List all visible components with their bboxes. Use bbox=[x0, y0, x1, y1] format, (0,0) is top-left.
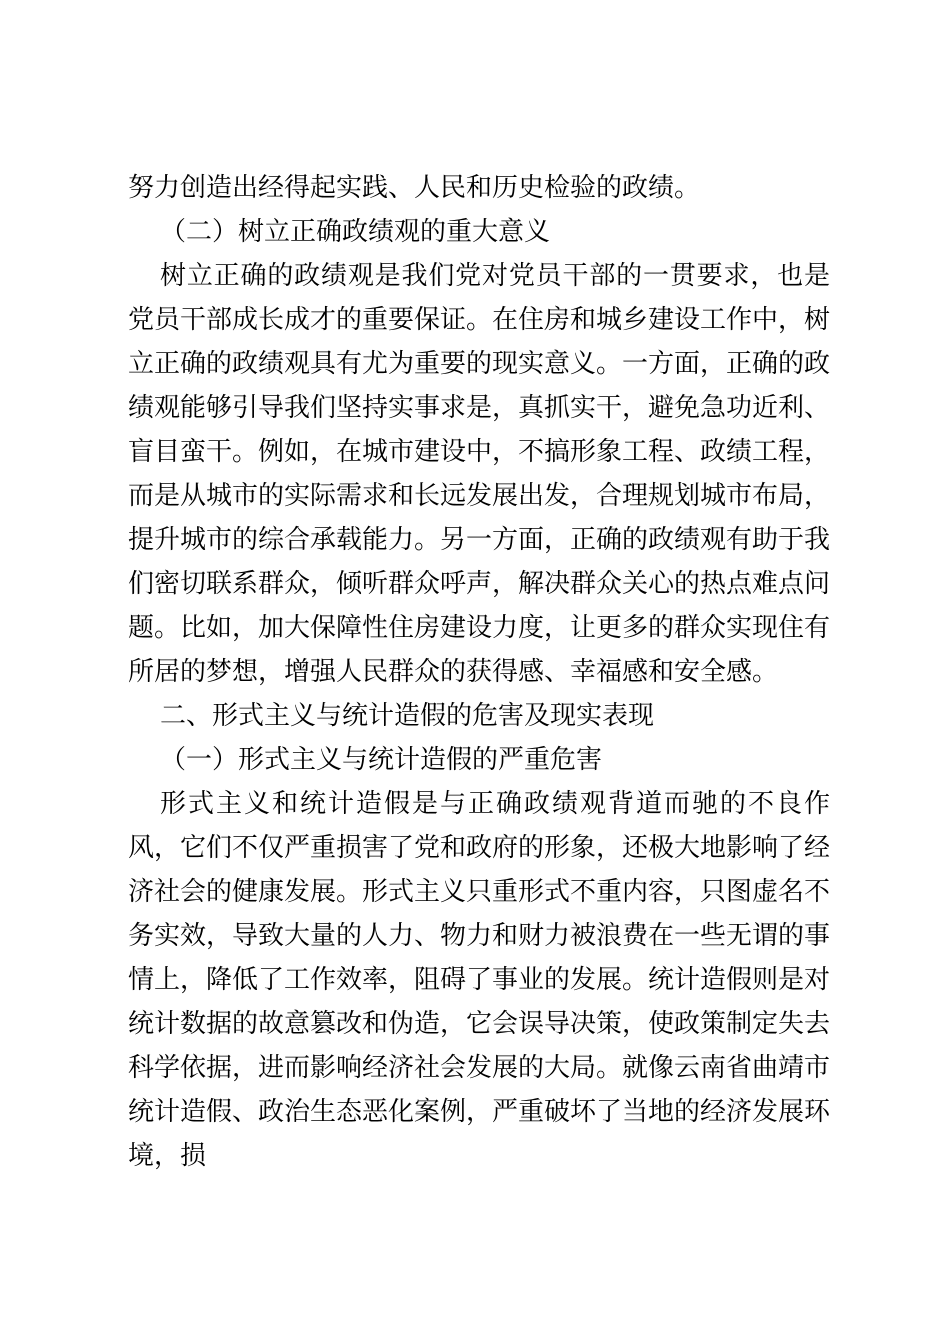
paragraph-significance-of-correct-performance-view: 树立正确的政绩观是我们党对党员干部的一贯要求，也是党员干部成长成才的重要保证。在住房和城乡建设工作中，树立正确的政绩观具有尤为重要的现实意义。一方面，正确的政绩观能够引导我们坚持实事求是，真抓实干，避免急功近利、盲目蛮干。例如，在城市建设中，不搞形象工程、政绩工程，而是从城市的实际需求和长远发展出发，合理规划城市布局，提升城市的综合承载能力。另一方面，正确的政绩观有助于我们密切联系群众，倾听群众呼声，解决群众关心的热点难点问题。比如，加大保障性住房建设力度，让更多的群众实现住有所居的梦想，增强人民群众的获得感、幸福感和安全感。 bbox=[128, 261, 831, 686]
paragraph-continuation-previous-page: 努力创造出经得起实践、人民和历史检验的政绩。 bbox=[128, 173, 701, 202]
sub-heading-section-2-2: （二）树立正确政绩观的重大意义 bbox=[160, 217, 551, 246]
sub-heading-section-2-1: （一）形式主义与统计造假的严重危害 bbox=[160, 745, 603, 774]
paragraph-harms-of-formalism-and-statistical-fraud: 形式主义和统计造假是与正确政绩观背道而驰的不良作风，它们不仅严重损害了党和政府的形象，还极大地影响了经济社会的健康发展。形式主义只重形式不重内容，只图虚名不务实效，导致大量的人力、物力和财力被浪费在一些无谓的事情上，降低了工作效率，阻碍了事业的发展。统计造假则是对统计数据的故意篡改和伪造，它会误导决策，使政策制定失去科学依据，进而影响经济社会发展的大局。就像云南省曲靖市统计造假、政治生态恶化案例，严重破坏了当地的经济发展环境，损 bbox=[128, 789, 831, 1170]
main-heading-chapter-2: 二、形式主义与统计造假的危害及现实表现 bbox=[160, 701, 655, 731]
